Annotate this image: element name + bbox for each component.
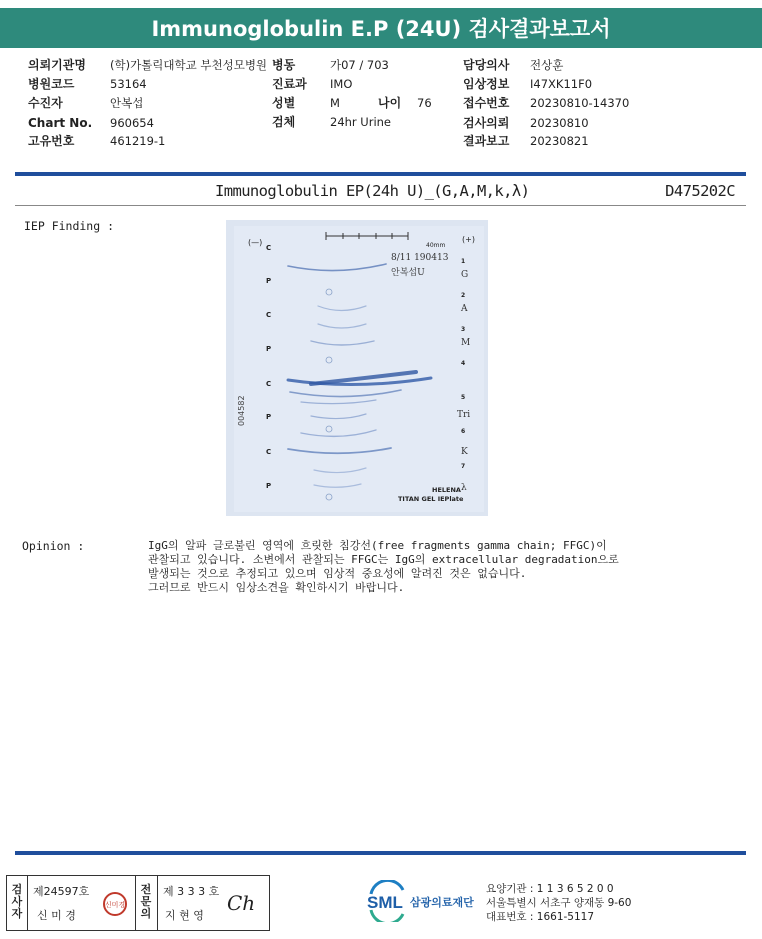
lane-p-2: P: [266, 345, 272, 353]
divider-thin: [15, 205, 746, 206]
gel-product: TITAN GEL IEPlate: [398, 495, 464, 503]
unique-label: 고유번호: [28, 134, 75, 148]
institution-number: 요양기관 : 1 1 3 6 5 2 0 0: [486, 883, 614, 895]
unique-value: 461219-1: [110, 134, 166, 148]
name-value: 안복섭: [110, 96, 144, 110]
opinion-label: Opinion :: [22, 539, 85, 553]
examiner-no: 제24597호: [33, 885, 90, 898]
opinion-line-3: 발생되는 것으로 추정되고 있으며 임상적 중요성에 알려진 것은 없습니다.: [148, 567, 527, 580]
age-value: 76: [417, 96, 432, 110]
gel-patient: 안복섭U: [391, 268, 425, 278]
lane-num-4: 4: [461, 360, 466, 367]
specialist-label: 전 문 의: [140, 883, 152, 920]
gel-brand: HELENA: [432, 486, 461, 494]
specialist-signature-text: Ch: [227, 891, 256, 915]
dept-label: 진료과: [272, 77, 307, 91]
opinion-line-4: 그러므로 반드시 임상소견을 확인하시기 바랍니다.: [148, 581, 405, 594]
antiserum-tri: Tri: [457, 410, 471, 420]
specimen-label: 검체: [272, 115, 296, 129]
gel-minus: (—): [248, 238, 263, 247]
gel-date: 8/11 190413: [391, 253, 449, 263]
age-label: 나이: [378, 96, 402, 110]
antiserum-m: M: [461, 338, 471, 348]
request-value: 20230810: [530, 116, 589, 130]
report-date-label: 결과보고: [463, 134, 510, 148]
lane-c-1: C: [266, 244, 272, 252]
antiserum-g: G: [461, 270, 469, 280]
sex-value: M: [330, 96, 340, 110]
lane-p-4: P: [266, 482, 272, 490]
gel-lot: 004582: [237, 395, 246, 426]
hospital-code-label: 병원코드: [28, 77, 75, 91]
iep-finding-label: IEP Finding :: [24, 219, 115, 233]
report-title-bar: [0, 8, 762, 48]
company-name: 삼광의료재단: [410, 896, 474, 909]
sml-text: SML: [367, 893, 403, 912]
iep-gel-image: [226, 220, 488, 516]
specialist-no: 제 3 3 3 호: [163, 885, 220, 898]
lane-num-5: 5: [461, 394, 466, 401]
lane-c-4: C: [266, 448, 272, 456]
specialist-name: 지 현 영: [165, 909, 204, 922]
clinical-value: I47XK11F0: [530, 77, 593, 91]
hospital-code-value: 53164: [110, 77, 147, 91]
antiserum-k: K: [461, 447, 468, 457]
examiner-name: 신 미 경: [37, 909, 76, 922]
signature-box: [6, 875, 270, 931]
doctor-label: 담당의사: [463, 58, 510, 72]
lane-num-7: 7: [461, 463, 466, 470]
examiner-label: 검 사 자: [11, 883, 23, 920]
lane-p-1: P: [266, 277, 272, 285]
divider-bottom: [15, 851, 746, 855]
gel-scale: 40mm: [426, 242, 446, 249]
request-label: 검사의뢰: [463, 116, 510, 130]
test-code: D475202C: [665, 182, 735, 200]
name-label: 수진자: [28, 96, 63, 110]
lane-num-2: 2: [461, 292, 466, 299]
receipt-value: 20230810-14370: [530, 96, 630, 110]
sml-logo-icon: [367, 880, 485, 922]
lane-num-1: 1: [461, 258, 466, 265]
chart-value: 960654: [110, 116, 154, 130]
opinion-text: [148, 539, 708, 595]
lane-c-3: C: [266, 380, 272, 388]
institution-value: (학)가톨릭대학교 부천성모병원: [110, 58, 268, 72]
gel-plus: (+): [462, 235, 475, 244]
specimen-value: 24hr Urine: [330, 115, 392, 129]
opinion-line-2: 관찰되고 있습니다. 소변에서 관찰되는 FFGC는 IgG의 extracellular degradation으로: [148, 553, 619, 566]
dept-value: IMO: [330, 77, 353, 91]
company-phone: 대표번호 : 1661-5117: [486, 911, 595, 923]
ward-label: 병동: [272, 58, 296, 72]
doctor-value: 전상훈: [530, 58, 564, 72]
gel-svg: [226, 220, 488, 516]
report-date-value: 20230821: [530, 134, 589, 148]
lane-num-3: 3: [461, 326, 466, 333]
sex-label: 성별: [272, 96, 296, 110]
ward-value: 가07 / 703: [330, 58, 389, 72]
examiner-seal-text: 신미경: [104, 901, 126, 909]
antiserum-a: A: [461, 304, 468, 314]
institution-label: 의뢰기관명: [28, 58, 86, 72]
clinical-label: 임상정보: [463, 77, 510, 91]
chart-label: Chart No.: [28, 116, 93, 130]
specialist-signature-icon: [225, 886, 265, 920]
examiner-seal-icon: [102, 891, 128, 917]
lane-num-6: 6: [461, 428, 466, 435]
test-name: Immunoglobulin EP(24h U)_(G,A,M,k,λ): [215, 182, 530, 200]
sml-logo: [367, 880, 485, 926]
receipt-label: 접수번호: [463, 96, 510, 110]
opinion-line-1: IgG의 알파 글로불린 영역에 흐릿한 침강선(free fragments gamma chain; FFGC)이: [148, 539, 607, 552]
divider-top: [15, 172, 746, 176]
company-info: [486, 882, 631, 924]
antiserum-lambda: λ: [461, 483, 467, 493]
lane-c-2: C: [266, 311, 272, 319]
report-title: Immunoglobulin E.P (24U) 검사결과보고서: [151, 17, 611, 41]
company-address: 서울특별시 서초구 양재동 9-60: [486, 897, 632, 909]
lane-p-3: P: [266, 413, 272, 421]
